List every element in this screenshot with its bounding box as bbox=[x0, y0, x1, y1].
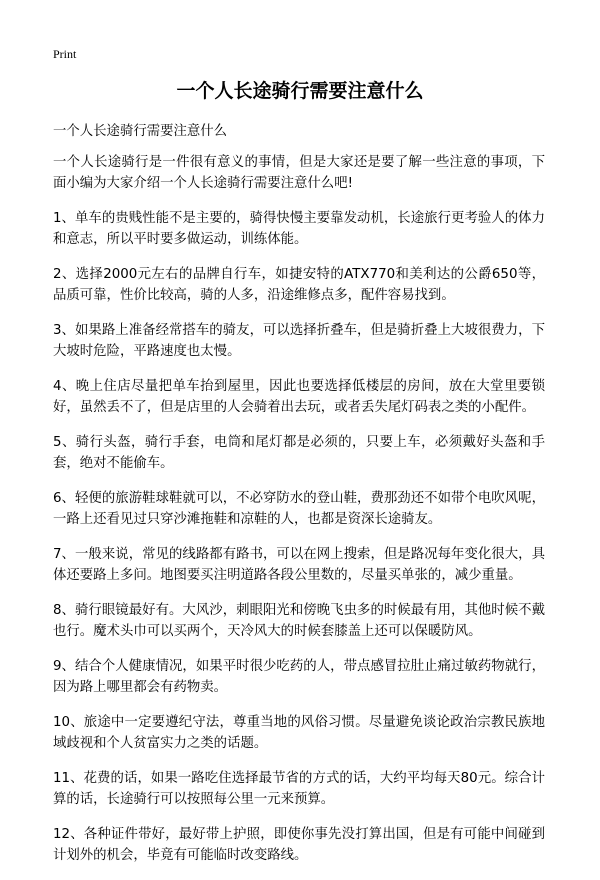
page-title: 一个人长途骑行需要注意什么 bbox=[176, 80, 424, 102]
article-body bbox=[53, 121, 545, 880]
list-item: 1、单车的贵贱性能不是主要的，骑得快慢主要靠发动机，长途旅行更考验人的体力和意志，所以平时要多做运动，训练体能。 bbox=[53, 210, 545, 247]
list-item: 10、旅途中一定要遵纪守法，尊重当地的风俗习惯。尽量避免谈论政治宗教民族地域歧视和个人贫富实力之类的话题。 bbox=[53, 714, 545, 751]
print-link[interactable]: Print bbox=[53, 47, 77, 61]
list-item: 7、一般来说，常见的线路都有路书，可以在网上搜索，但是路况每年变化很大，具体还要路上多问。地图要买注明道路各段公里数的，尽量买单张的，减少重量。 bbox=[53, 546, 545, 583]
list-item: 6、轻便的旅游鞋球鞋就可以，不必穿防水的登山鞋，费那劲还不如带个电吹风呢，一路上还看见过只穿沙滩拖鞋和凉鞋的人，也都是资深长途骑友。 bbox=[53, 490, 545, 527]
list-item: 8、骑行眼镜最好有。大风沙，刺眼阳光和傍晚飞虫多的时候最有用，其他时候不戴也行。魔术头巾可以买两个，天冷风大的时候套膝盖上还可以保暖防风。 bbox=[53, 602, 545, 639]
list-item: 4、晚上住店尽量把单车抬到屋里，因此也要选择低楼层的房间，放在大堂里要锁好，虽然丢不了，但是店里的人会骑着出去玩，或者丢失尾灯码表之类的小配件。 bbox=[53, 378, 545, 415]
article-intro: 一个人长途骑行是一件很有意义的事情，但是大家还是要了解一些注意的事项，下面小编为大家介绍一个人长途骑行需要注意什么吧! bbox=[53, 154, 545, 191]
list-item: 9、结合个人健康情况，如果平时很少吃药的人，带点感冒拉肚止痛过敏药物就行，因为路上哪里都会有药物卖。 bbox=[53, 658, 545, 695]
list-item: 11、花费的话，如果一路吃住选择最节省的方式的话，大约平均每天80元。综合计算的话，长途骑行可以按照每公里一元来预算。 bbox=[53, 770, 545, 807]
list-item: 12、各种证件带好，最好带上护照，即使你事先没打算出国，但是有可能中间碰到计划外的机会，毕竟有可能临时改变路线。 bbox=[53, 826, 545, 863]
article-subtitle: 一个人长途骑行需要注意什么 bbox=[53, 124, 228, 139]
list-item: 3、如果路上准备经常搭车的骑友，可以选择折叠车，但是骑折叠上大坡很费力，下大坡时危险，平路速度也太慢。 bbox=[53, 322, 545, 359]
list-item: 5、骑行头盔，骑行手套，电筒和尾灯都是必须的，只要上车，必须戴好头盔和手套，绝对不能偷车。 bbox=[53, 434, 545, 471]
list-item: 2、选择2000元左右的品牌自行车，如捷安特的ATX770和美利达的公爵650等，品质可靠，性价比较高，骑的人多，沿途维修点多，配件容易找到。 bbox=[53, 266, 545, 303]
